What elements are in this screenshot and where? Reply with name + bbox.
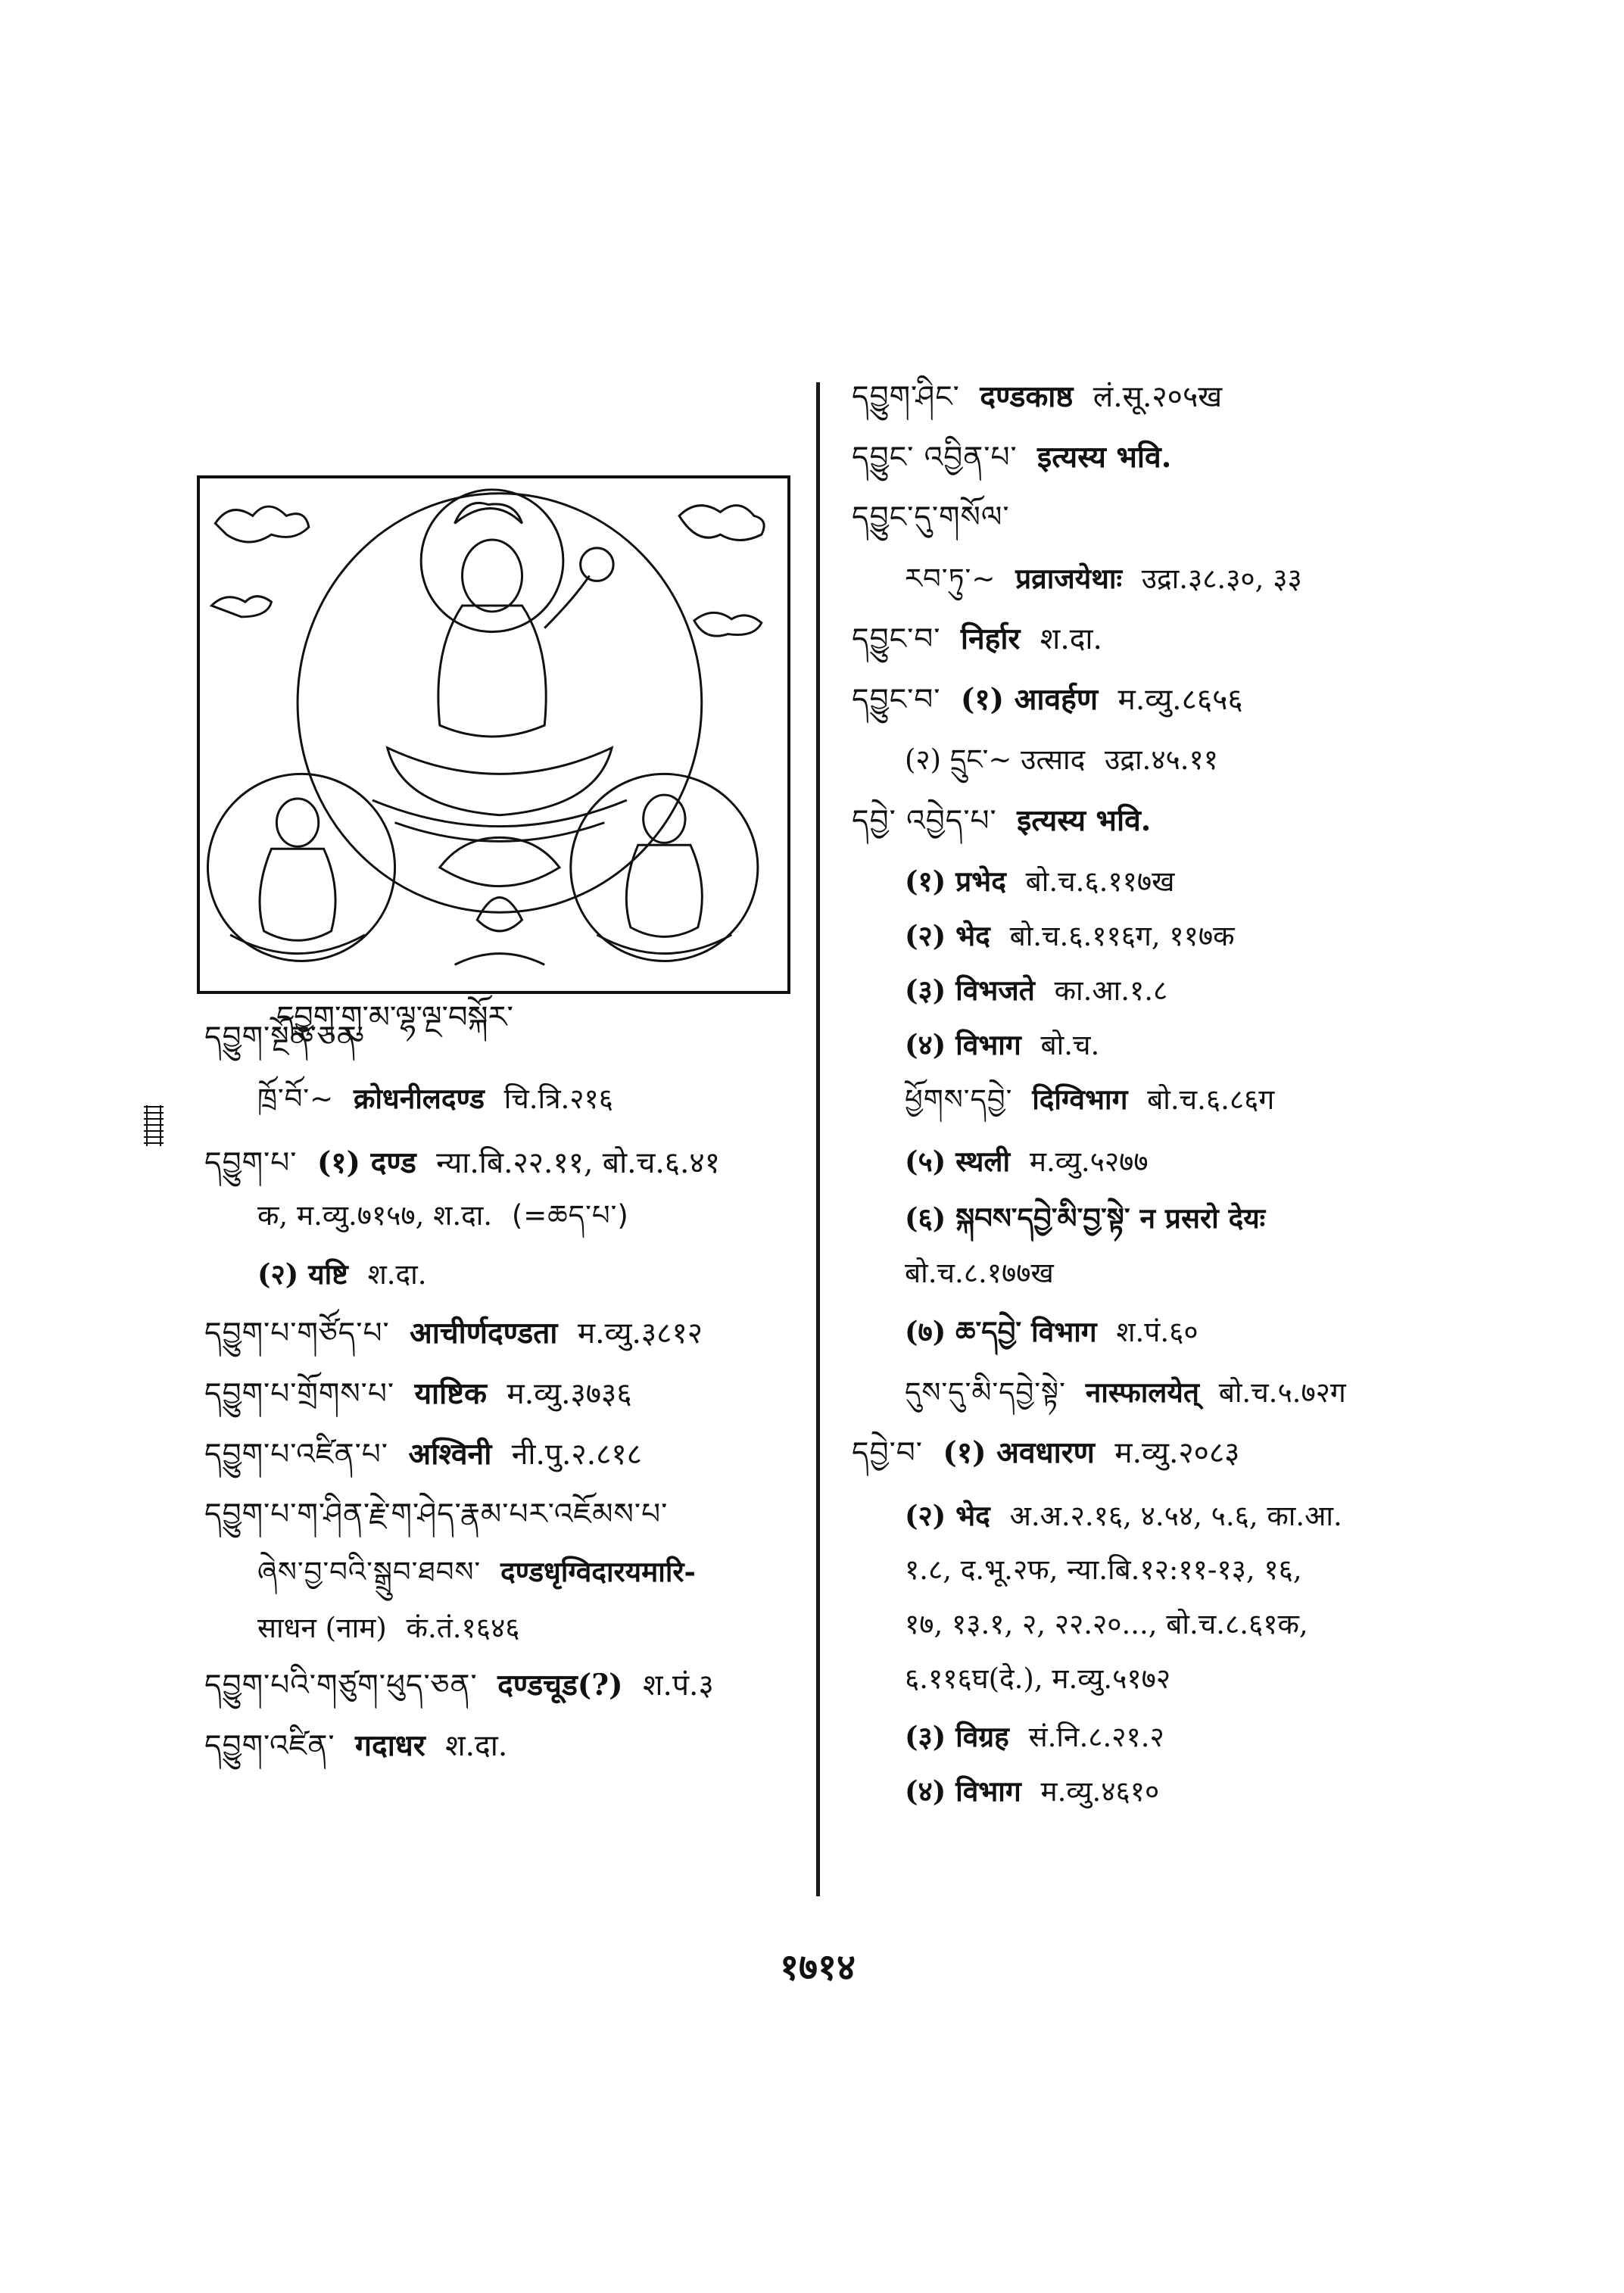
reference: श.दा. <box>367 1258 427 1291</box>
reference: १७, १३.१, २, २२.२०..., बो.च.८.६१क, <box>905 1608 1308 1640</box>
entry <box>204 1495 668 1534</box>
reference: बो.च.६.८६ग <box>1147 1083 1275 1116</box>
entry <box>204 1313 703 1354</box>
headword: དབྱུང་དུ་གསོལ་ <box>852 500 1010 534</box>
entry <box>204 1435 642 1475</box>
headword: དབྱུག་པ་ག་ཤིན་རྗེ་ག་ཤེད་རྣམ་པར་འཇོམས་པ་ <box>204 1497 669 1531</box>
headword: ཁྲོ་བོ་~ <box>257 1083 335 1115</box>
gloss: क्रोधनीलदण्ड <box>353 1082 485 1115</box>
gloss: (६) སྐབས་དབྱེ་མི་བྱ་སྟེ་ न प्रसरो देयः <box>905 1201 1266 1235</box>
entry <box>257 1254 426 1294</box>
headword: དབྱེ་ འབྱེད་པ་ <box>852 804 997 838</box>
entry <box>905 1198 1265 1238</box>
headword: དུས་དུ་མི་དབྱེ་སྟེ་ <box>905 1376 1066 1409</box>
gloss: आचीर्णदण्डता <box>410 1316 558 1351</box>
reference: कं.तं.१६४६ <box>406 1612 520 1644</box>
headword: དབྱུག་པ་གྲོགས་པ་ <box>204 1377 395 1411</box>
reference: बो.च.६.११७ख <box>1025 865 1175 898</box>
reference: म.व्यु.८६५६ <box>1117 683 1243 717</box>
entry <box>905 1312 1199 1352</box>
reference: बो.च.६.११६ग, ११७क <box>1009 920 1235 952</box>
reference: श.पं.३ <box>642 1668 714 1703</box>
reference: न्या.बि.२२.११, बो.च.६.४१ <box>436 1146 720 1180</box>
reference: म.व्यु.४६१० <box>1040 1775 1160 1808</box>
entry <box>852 377 1222 417</box>
entry <box>204 1018 364 1058</box>
reference: बो.च.८.१७७ख <box>905 1257 1054 1289</box>
reference: लं.सू.२०५ख <box>1093 380 1223 414</box>
headword: དབྱུང་ འབྱིན་པ་ <box>852 441 1018 475</box>
reference: म.व्यु.३८१२ <box>577 1316 703 1351</box>
entry <box>257 1079 613 1119</box>
entry <box>204 1726 507 1766</box>
reference: सं.नि.८.२१.२ <box>1028 1721 1164 1753</box>
reference: उद्रा.३८.३०, ३३ <box>1141 562 1302 595</box>
headword: རབ་ཏུ་~ <box>905 562 996 595</box>
gloss: (४) विभाग <box>905 1028 1021 1061</box>
headword: དབྱུག་པ་འཛིན་པ་ <box>204 1438 388 1472</box>
margin-bars-icon <box>141 1104 167 1149</box>
reference: श.दा. <box>445 1729 508 1763</box>
entry <box>905 1080 1274 1120</box>
gloss: इत्यस्य भवि. <box>1017 803 1152 838</box>
entry <box>257 1196 629 1235</box>
entry <box>905 916 1235 956</box>
reference: ६.११६घ(दे.), म.व्यु.५१७२ <box>905 1662 1171 1695</box>
entry <box>852 498 1010 537</box>
headword: དབྱུག་པ་གཙོད་པ་ <box>204 1316 390 1351</box>
entry <box>852 438 1171 478</box>
gloss: प्रव्राजयेथाः <box>1015 562 1122 595</box>
gloss: निर्हार <box>960 622 1021 656</box>
reference: चि.त्रि.२१६ <box>503 1083 614 1115</box>
entry <box>852 1433 1239 1473</box>
headword: དབྱེ་བ་ <box>852 1436 923 1470</box>
reference: नी.पु.२.८१८ <box>511 1438 642 1472</box>
gloss: (१) आवर्हण <box>960 682 1099 717</box>
gloss: (१) अवधारण <box>943 1435 1095 1470</box>
entry <box>204 1374 632 1414</box>
headword: ཕྱོགས་དབྱེ་ <box>905 1083 1013 1116</box>
gloss: (१) प्रभेद <box>905 865 1006 898</box>
gloss: (५) स्थली <box>905 1145 1011 1178</box>
reference: १.८, द.भू.२फ, न्या.बि.१२:११-१३, १६, <box>905 1553 1302 1586</box>
headword: ཞེས་བྱ་བའི་སྒྲུབ་ཐབས་ <box>257 1556 482 1588</box>
entry <box>905 1496 1342 1536</box>
gloss: दण्डधृग्विदारयमारि- <box>500 1555 696 1588</box>
entry <box>905 1025 1099 1065</box>
headword: དབྱུག་པ་ <box>204 1146 298 1180</box>
entry <box>905 861 1174 902</box>
gloss: (४) विभाग <box>905 1774 1021 1808</box>
entry <box>905 1717 1164 1757</box>
reference: का.आ.१.८ <box>1054 974 1168 1007</box>
gloss: (२) དྲུང་~ उत्साद <box>905 743 1086 776</box>
headword: དབྱུག་འཛིན་ <box>204 1729 335 1763</box>
reference: श.दा. <box>1040 622 1102 656</box>
gloss: (२) भेद <box>905 1499 990 1532</box>
gloss: अश्विनी <box>408 1437 492 1472</box>
reference: क, म.व्यु.७१५७, श.दा. <box>257 1199 493 1232</box>
entry <box>905 740 1218 780</box>
reference: म.व्यु.२०८३ <box>1114 1436 1240 1470</box>
entry <box>257 1552 696 1592</box>
entry <box>905 970 1167 1011</box>
illustration-caption: དབྱུག་གུ་མ་ལྷ་ལྔ་བསྐོར་ <box>276 1000 513 1035</box>
gloss: दण्डकाष्ठ <box>980 379 1074 414</box>
entry <box>905 1771 1159 1812</box>
page-number: १७१४ <box>780 1946 856 1989</box>
entry <box>905 1605 1308 1644</box>
headword: དབྱུག་ཤིང་ <box>852 380 960 414</box>
headword: དབྱུང་བ་ <box>852 622 941 656</box>
reference: अ.अ.२.१६, ४.५४, ५.६, का.आ. <box>1009 1500 1342 1532</box>
gloss: (३) विभजते <box>905 974 1035 1007</box>
gloss: इत्यस्य भवि. <box>1037 440 1172 475</box>
entry <box>905 559 1302 599</box>
gloss: (३) विग्रह <box>905 1720 1009 1753</box>
entry <box>204 1665 714 1706</box>
entry <box>852 801 1151 841</box>
gloss: दिग्विभाग <box>1032 1083 1128 1116</box>
gloss: (२) यष्टि <box>257 1257 348 1291</box>
deity-illustration <box>197 475 790 994</box>
entry <box>905 1254 1054 1293</box>
reference: उद्रा.४५.११ <box>1105 743 1219 776</box>
reference: श.पं.६० <box>1116 1316 1199 1348</box>
gloss: याष्टिक <box>414 1376 487 1411</box>
gloss: दण्डचूड(?) <box>497 1668 623 1703</box>
headword: དབྱུག་པའི་གཙུག་ཕུད་ཅན་ <box>204 1668 478 1703</box>
entry <box>852 680 1243 720</box>
entry <box>905 1142 1149 1182</box>
reference: बो.च.५.७२ग <box>1218 1376 1346 1409</box>
gloss: (७) ཆ་དབྱེ་ विभाग <box>905 1315 1097 1348</box>
entry <box>905 1659 1170 1699</box>
reference: म.व्यु.५२७७ <box>1029 1145 1149 1178</box>
gloss: (१) दण्ड <box>316 1145 416 1180</box>
headword: དབྱུང་བ་ <box>852 683 941 717</box>
column-divider <box>816 382 820 1896</box>
entry <box>852 619 1102 659</box>
deity-drawing <box>200 478 787 991</box>
cross-reference: (=ཆད་པ་) <box>511 1199 629 1232</box>
entry <box>905 1550 1302 1590</box>
gloss: (२) भेद <box>905 919 990 952</box>
entry <box>257 1609 520 1648</box>
headword: དབྱུག་སྔོན་ཅན་ <box>204 1020 364 1055</box>
entry <box>905 1372 1346 1413</box>
reference: बो.च. <box>1040 1029 1100 1061</box>
gloss: गदाधर <box>355 1728 425 1763</box>
entry <box>204 1143 720 1183</box>
gloss: साधन (नाम) <box>257 1612 387 1644</box>
gloss: नास्फालयेत् <box>1085 1375 1199 1409</box>
reference: म.व्यु.३७३६ <box>507 1377 632 1411</box>
